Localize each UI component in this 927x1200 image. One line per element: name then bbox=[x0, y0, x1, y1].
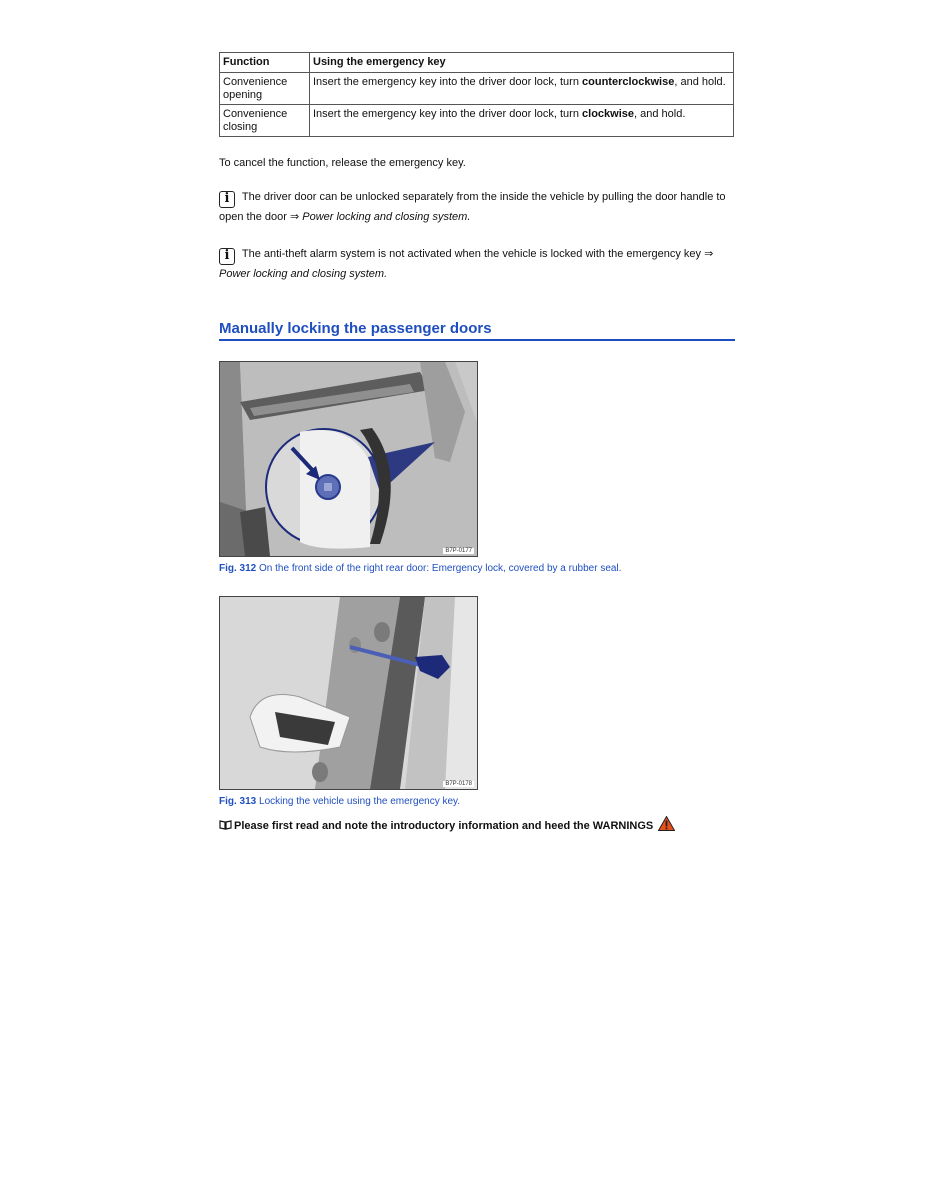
figure-rear-door-lock bbox=[219, 361, 478, 557]
rear-door-illustration bbox=[220, 362, 477, 556]
instruction-cell bbox=[310, 105, 734, 137]
figure-caption bbox=[219, 796, 460, 807]
figure-emergency-key-lock bbox=[219, 596, 478, 790]
figure-code: B7P-0178 bbox=[445, 781, 472, 787]
column-header: Using the emergency key bbox=[310, 53, 734, 73]
info-note bbox=[219, 245, 739, 283]
warning-triangle-icon[interactable] bbox=[658, 816, 675, 831]
warning-notice bbox=[219, 816, 675, 832]
figure-code: B7P-0177 bbox=[445, 548, 472, 554]
function-cell: Convenience opening bbox=[220, 73, 310, 105]
emergency-key-table bbox=[219, 52, 734, 137]
cancel-text: To cancel the function, release the emergency key. bbox=[219, 157, 466, 169]
info-note bbox=[219, 188, 739, 226]
instruction-text: , and hold. bbox=[674, 76, 726, 88]
note-end: . bbox=[384, 268, 388, 280]
door-edge-illustration bbox=[220, 597, 477, 789]
figure-label: Fig. 312 bbox=[219, 563, 257, 574]
instruction-text: Insert the emergency key into the driver door lock, turn bbox=[313, 76, 583, 88]
table-header-row bbox=[220, 53, 734, 73]
function-cell: Convenience closing bbox=[220, 105, 310, 137]
direction-text: clockwise bbox=[582, 108, 635, 120]
table-row bbox=[220, 73, 734, 105]
direction-text: counterclockwise bbox=[582, 76, 675, 88]
book-icon bbox=[219, 820, 232, 830]
column-header: Function bbox=[220, 53, 310, 73]
instruction-text: , and hold. bbox=[634, 108, 686, 120]
figure-label: Fig. 313 bbox=[219, 796, 257, 807]
note-end: . bbox=[467, 211, 471, 223]
info-icon: i bbox=[219, 248, 235, 265]
warning-text: Please first read and note the introductory information and heed the WARNINGS bbox=[234, 820, 654, 832]
info-icon: i bbox=[219, 191, 235, 208]
instruction-text: Insert the emergency key into the driver door lock, turn bbox=[313, 108, 583, 120]
cross-reference-link[interactable]: Power locking and closing system bbox=[302, 211, 468, 223]
cross-reference-link[interactable]: Power locking and closing system bbox=[219, 268, 385, 280]
figure-caption bbox=[219, 563, 621, 574]
arrow-icon: ⇒ bbox=[289, 211, 300, 223]
instruction-cell bbox=[310, 73, 734, 105]
caption-text: Locking the vehicle using the emergency key. bbox=[256, 796, 461, 807]
note-text: The anti-theft alarm system is not activated when the vehicle is locked with the emergency key bbox=[239, 248, 705, 260]
note-text: The driver door can be unlocked separately from the inside the vehicle by pulling the door handle to open the door bbox=[219, 191, 726, 223]
caption-text: On the front side of the right rear door: Emergency lock, covered by a rubber seal. bbox=[256, 563, 622, 574]
section-heading: Manually locking the passenger doors bbox=[219, 320, 735, 341]
table-row bbox=[220, 105, 734, 137]
arrow-icon: ⇒ bbox=[704, 248, 714, 260]
